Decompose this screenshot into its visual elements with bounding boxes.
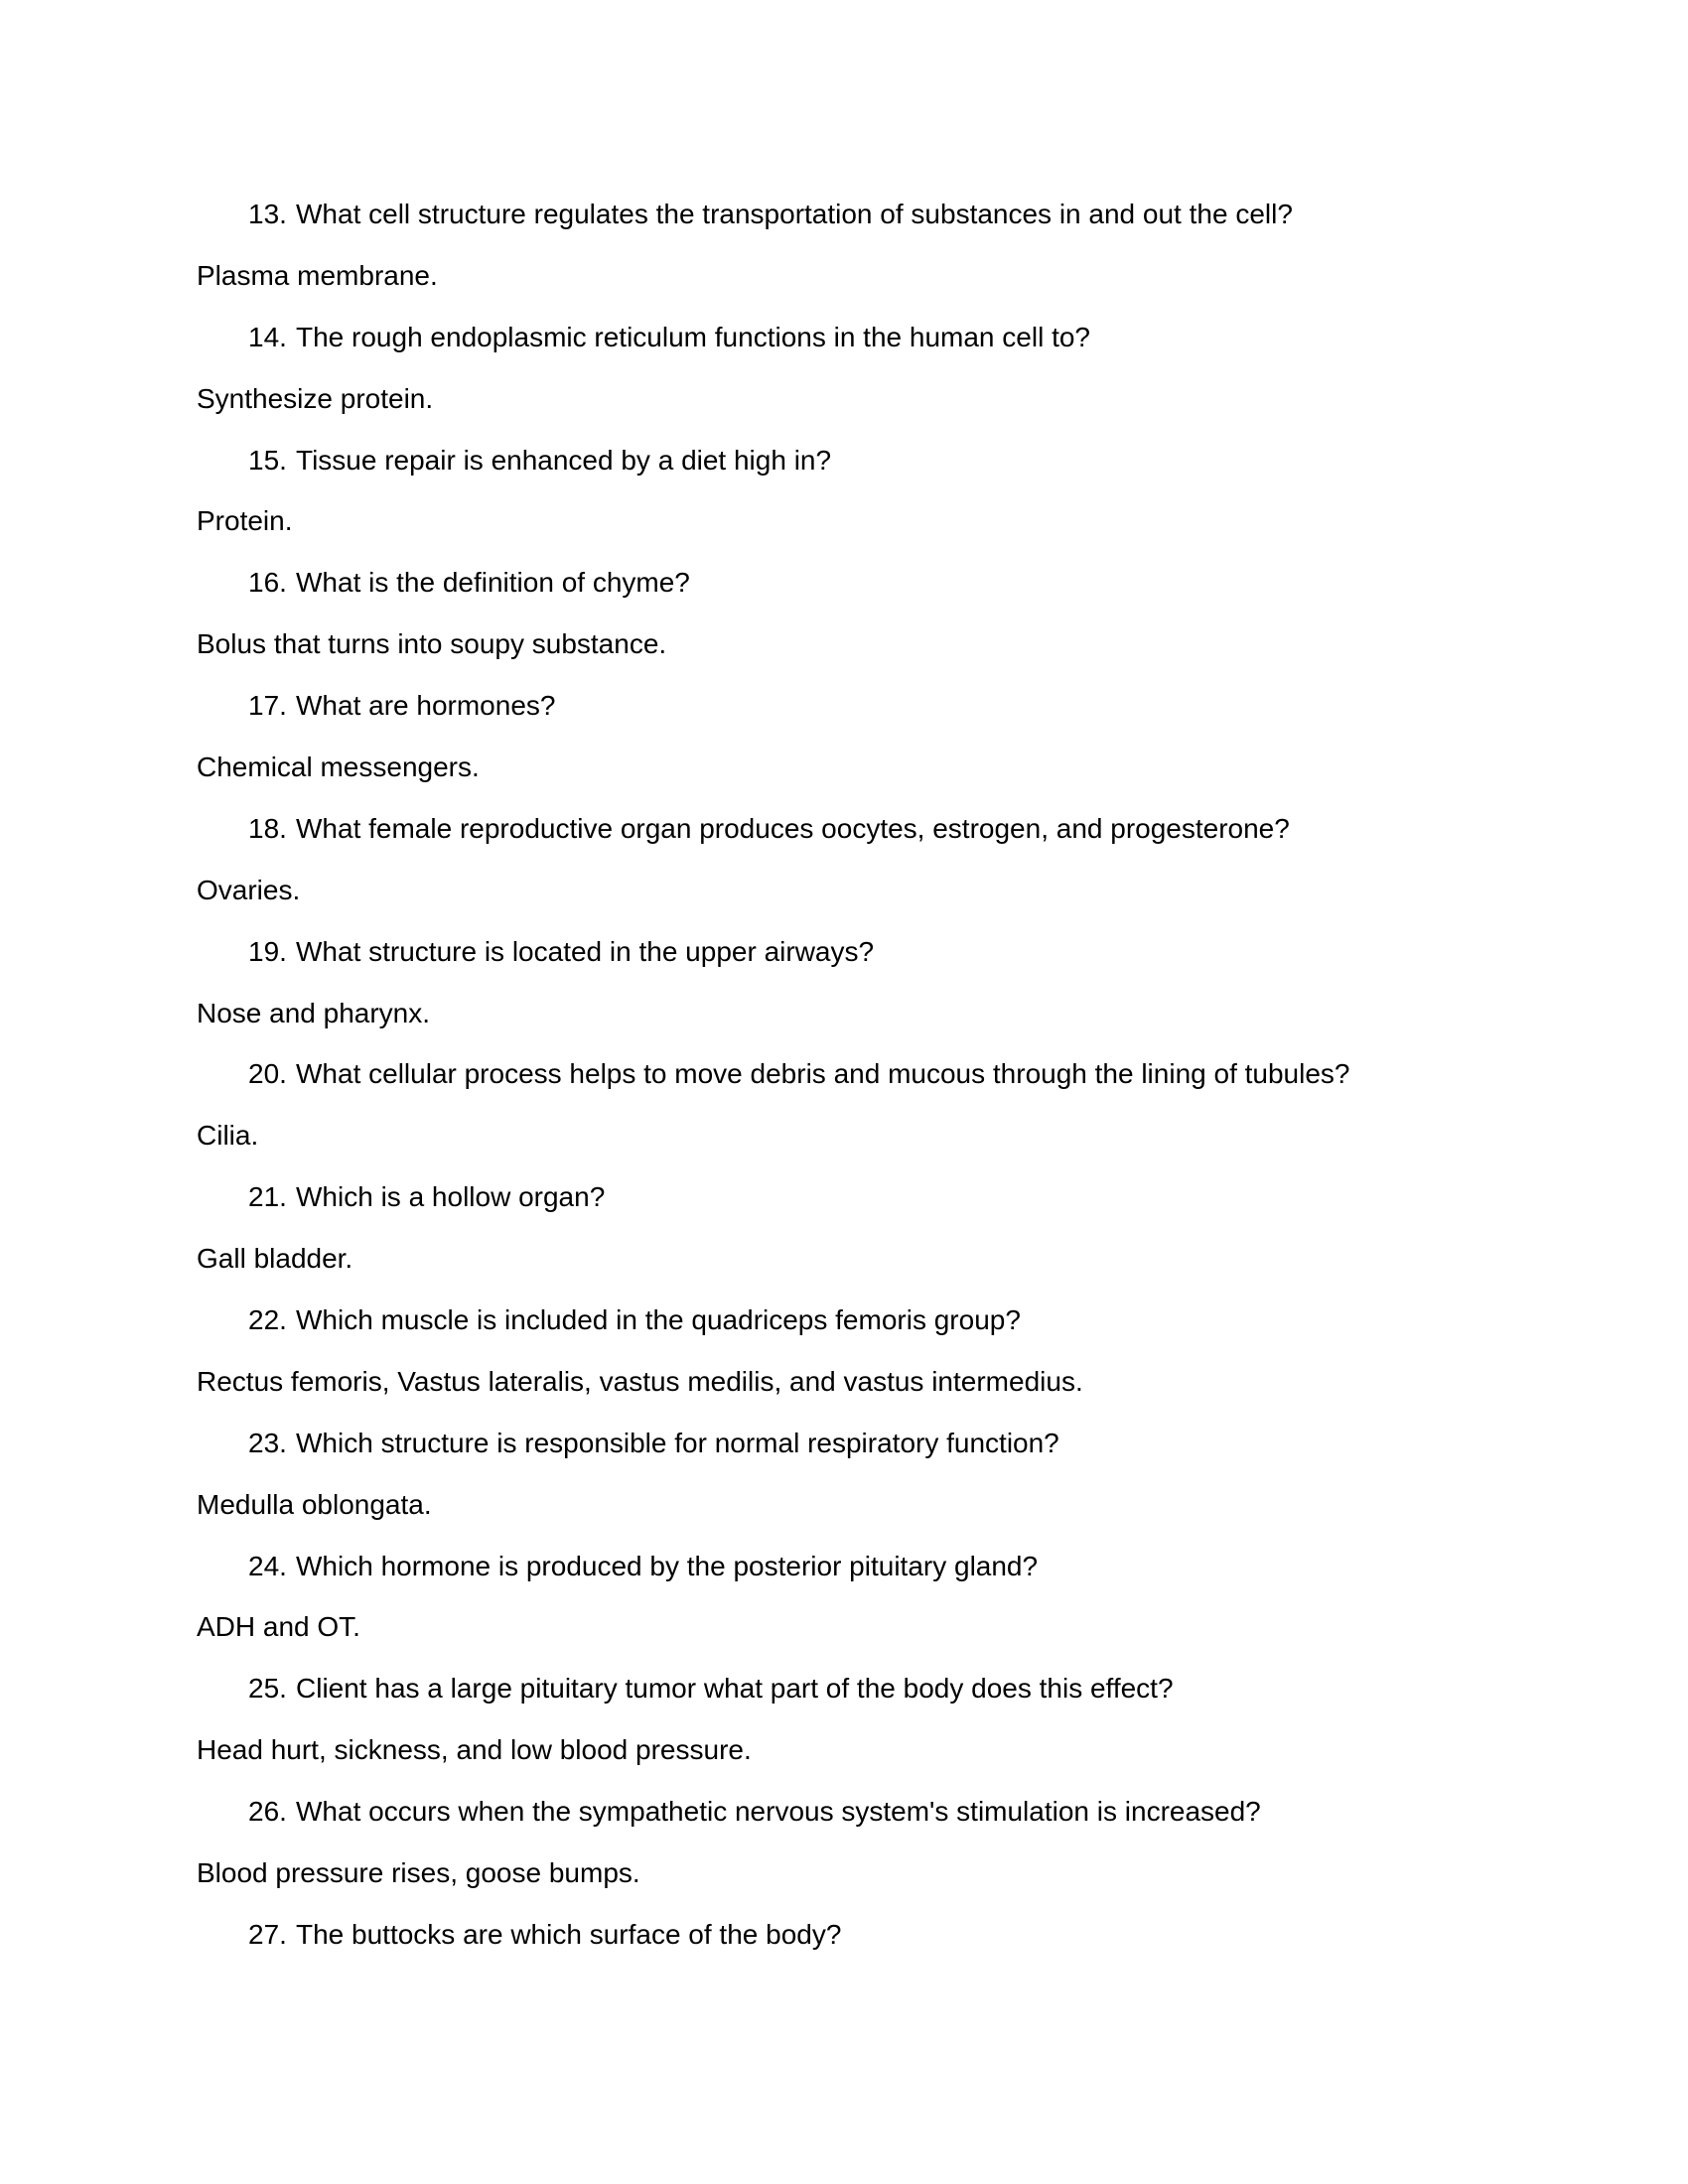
question-text: The buttocks are which surface of the body? bbox=[296, 1918, 842, 1950]
question-number: 15. bbox=[248, 444, 287, 476]
answer-text: Nose and pharynx. bbox=[197, 997, 431, 1028]
question-number: 22. bbox=[248, 1304, 287, 1336]
question-item bbox=[197, 686, 1507, 748]
answer-text: ADH and OT. bbox=[197, 1611, 360, 1643]
question-item bbox=[197, 1054, 1507, 1116]
question-item bbox=[197, 1669, 1507, 1730]
answer-text: Head hurt, sickness, and low blood pressure. bbox=[197, 1734, 752, 1766]
answer-text: Blood pressure rises, goose bumps. bbox=[197, 1857, 640, 1889]
question-number: 27. bbox=[248, 1918, 287, 1950]
question-text: What cellular process helps to move debris and mucous through the lining of tubules? bbox=[296, 1058, 1350, 1090]
answer-text: Chemical messengers. bbox=[197, 751, 480, 783]
question-number: 17. bbox=[248, 690, 287, 722]
answer-text: Medulla oblongata. bbox=[197, 1488, 432, 1520]
answer-text: Gall bladder. bbox=[197, 1243, 353, 1275]
answer-text: Ovaries. bbox=[197, 874, 301, 905]
question-number: 19. bbox=[248, 935, 287, 967]
qa-list bbox=[197, 195, 1507, 1977]
question-number: 21. bbox=[248, 1181, 287, 1213]
question-text: What cell structure regulates the transportation of substances in and out the cell? bbox=[296, 199, 1293, 229]
question-text: What female reproductive organ produces oocytes, estrogen, and progesterone? bbox=[296, 812, 1290, 844]
question-text: Tissue repair is enhanced by a diet high in? bbox=[296, 444, 832, 476]
question-text: Which hormone is produced by the posterior pituitary gland? bbox=[296, 1550, 1039, 1581]
answer-text: Cilia. bbox=[197, 1120, 259, 1152]
question-number: 13. bbox=[248, 199, 287, 229]
question-item bbox=[197, 1177, 1507, 1239]
question-item bbox=[197, 809, 1507, 871]
question-number: 24. bbox=[248, 1550, 287, 1581]
question-item bbox=[197, 1915, 1507, 1977]
question-number: 18. bbox=[248, 812, 287, 844]
question-item bbox=[197, 932, 1507, 994]
question-text: Client has a large pituitary tumor what part of the body does this effect? bbox=[296, 1673, 1174, 1705]
answer-text: Protein. bbox=[197, 505, 293, 537]
question-item bbox=[197, 318, 1507, 379]
question-number: 26. bbox=[248, 1796, 287, 1828]
question-item bbox=[197, 1792, 1507, 1853]
question-text: What is the definition of chyme? bbox=[296, 567, 690, 599]
question-text: What structure is located in the upper airways? bbox=[296, 935, 875, 967]
question-item bbox=[197, 441, 1507, 502]
question-number: 20. bbox=[248, 1058, 287, 1090]
question-text: What are hormones? bbox=[296, 690, 556, 722]
question-number: 25. bbox=[248, 1673, 287, 1705]
question-text: Which is a hollow organ? bbox=[296, 1181, 606, 1213]
question-item bbox=[197, 195, 1507, 256]
question-text: The rough endoplasmic reticulum functions in the human cell to? bbox=[296, 321, 1090, 352]
answer-text: Rectus femoris, Vastus lateralis, vastus medilis, and vastus intermedius. bbox=[197, 1365, 1083, 1397]
question-item bbox=[197, 1300, 1507, 1362]
question-text: Which muscle is included in the quadriceps femoris group? bbox=[296, 1304, 1021, 1336]
question-item bbox=[197, 1547, 1507, 1608]
question-text: What occurs when the sympathetic nervous system's stimulation is increased? bbox=[296, 1796, 1261, 1828]
question-number: 23. bbox=[248, 1427, 287, 1458]
question-item bbox=[197, 1424, 1507, 1485]
question-text: Which structure is responsible for normal respiratory function? bbox=[296, 1427, 1059, 1458]
answer-text: Plasma membrane. bbox=[197, 259, 438, 291]
question-number: 14. bbox=[248, 321, 287, 352]
question-number: 16. bbox=[248, 567, 287, 599]
answer-text: Bolus that turns into soupy substance. bbox=[197, 628, 667, 660]
question-item bbox=[197, 563, 1507, 624]
answer-text: Synthesize protein. bbox=[197, 382, 434, 414]
